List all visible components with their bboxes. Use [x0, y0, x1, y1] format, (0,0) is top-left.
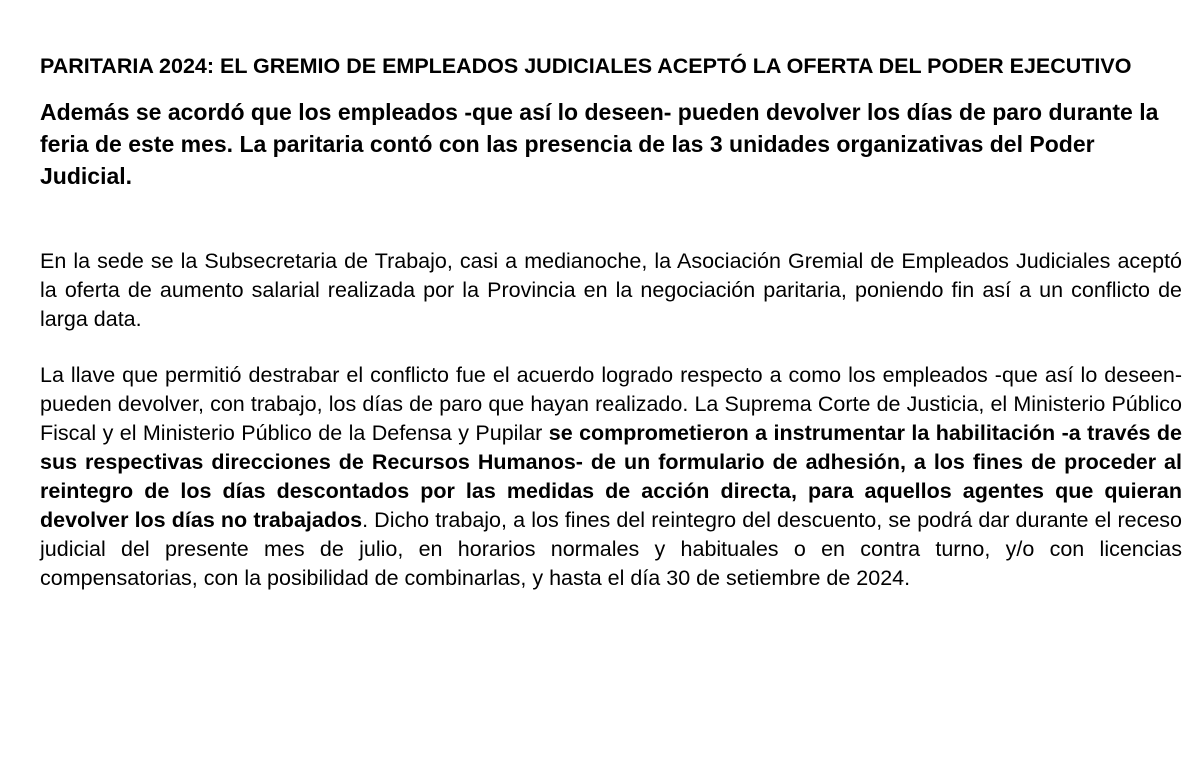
- paragraph-2-outro: . Dicho trabajo, a los fines del reintegro del descuento, se podrá dar durante el receso judicial del presente mes de julio, en horarios normales y habituales o en contra turno, y/o con licencias compensatorias, con la posibilidad de combinarlas, y hasta el día 30 de setiembre de 2024.: [40, 508, 1182, 590]
- article-lead: Además se acordó que los empleados -que así lo deseen- pueden devolver los días de paro durante la feria de este mes. La paritaria contó con las presencia de las 3 unidades organizativas del Poder Judicial.: [40, 99, 1159, 189]
- article-paragraph-1: En la sede se la Subsecretaria de Trabajo, casi a medianoche, la Asociación Gremial de Empleados Judiciales aceptó la oferta de aumento salarial realizada por la Provincia en la negociación paritaria, poniendo fin así a un conflicto de larga data.: [40, 249, 1182, 331]
- article-headline: PARITARIA 2024: EL GREMIO DE EMPLEADOS JUDICIALES ACEPTÓ LA OFERTA DEL PODER EJECUTIVO: [40, 54, 1132, 78]
- article-paragraph-2: [40, 361, 1182, 593]
- article: [40, 50, 1182, 620]
- paragraph-2-highlight: se comprometieron a instrumentar la habilitación -a través de sus respectivas direcciones de Recursos Humanos- de un formulario de adhesión, a los fines de proceder al reintegro de los días descontados por las medidas de acción directa, para aquellos agentes que quieran devolver los días no trabajados: [40, 421, 1182, 532]
- paragraph-2-intro: La llave que permitió destrabar el conflicto fue el acuerdo logrado respecto a como los empleados -que así lo deseen- pueden devolver, con trabajo, los días de paro que hayan realizado. La Suprema Corte de Justicia, el Ministerio Público Fiscal y el Ministerio Público de la Defensa y Pupilar: [40, 363, 1182, 445]
